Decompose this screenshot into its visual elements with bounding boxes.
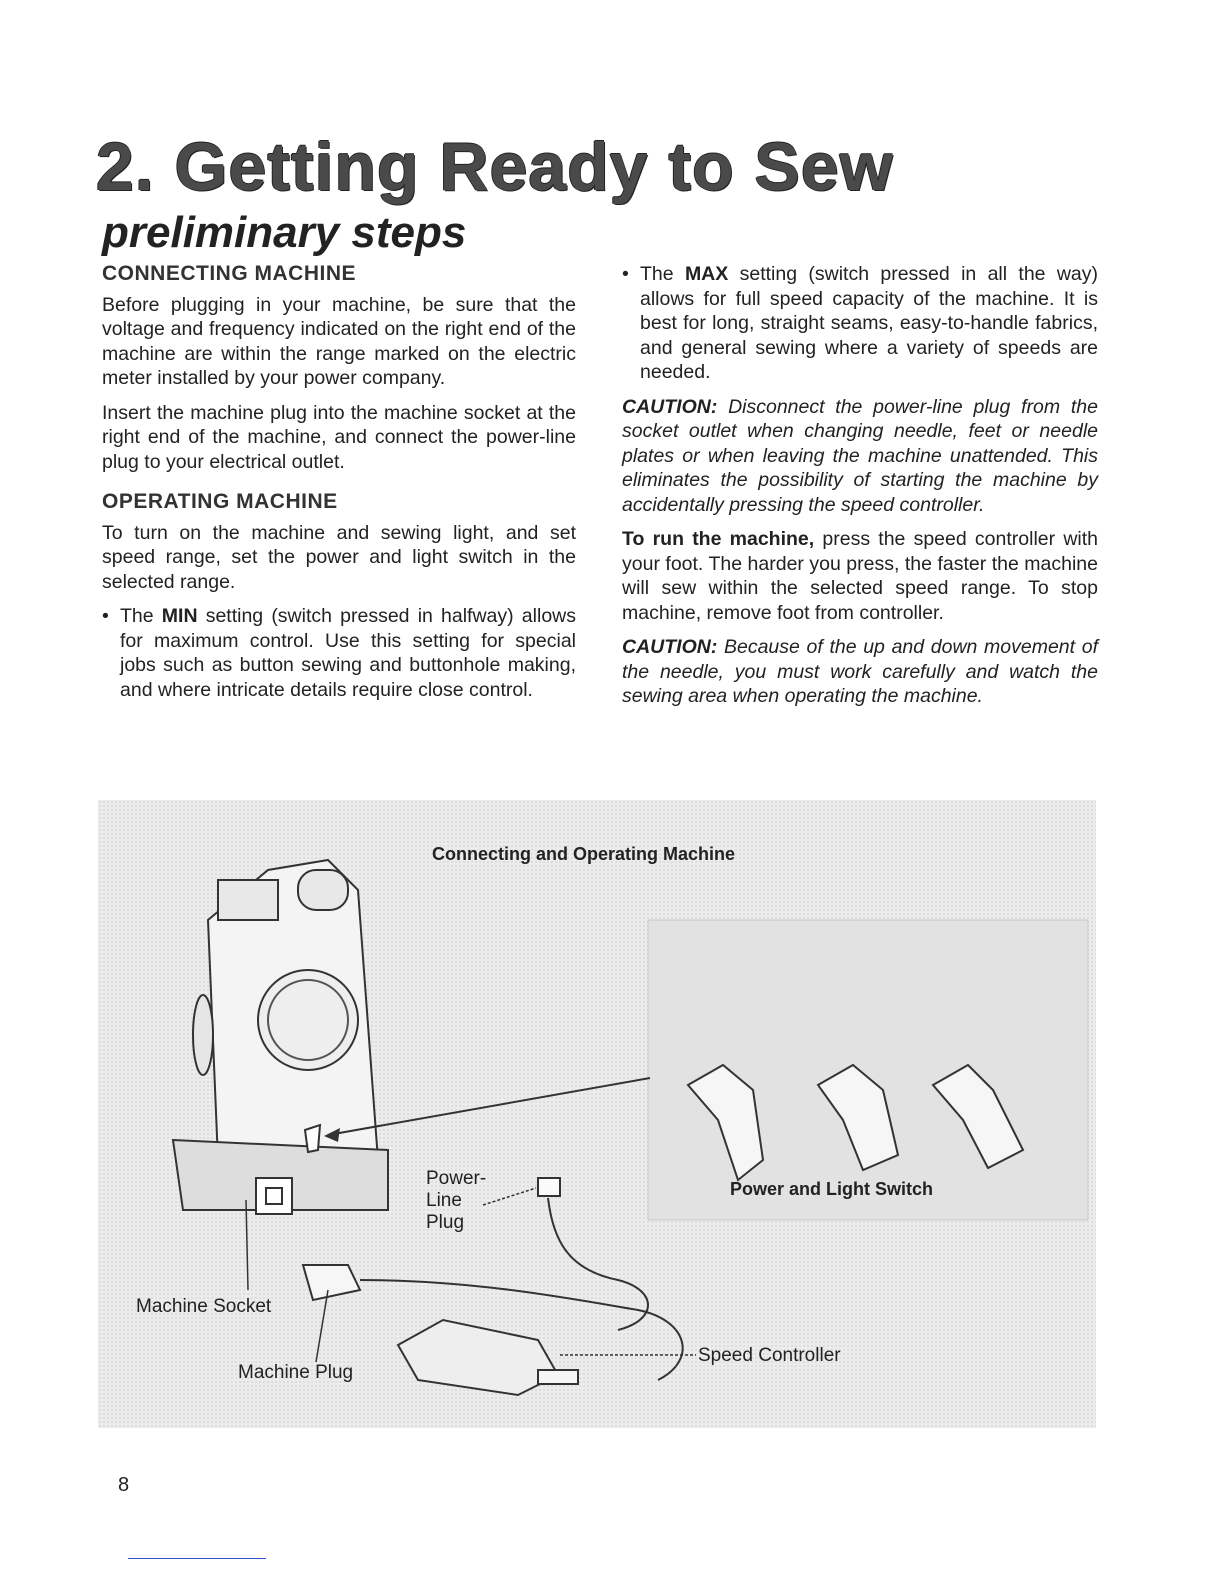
socket-pointer [246, 1200, 248, 1290]
speed-controller-icon [398, 1320, 578, 1395]
page-number: 8 [118, 1474, 130, 1496]
run-text: press the speed controller with your foot. The harder you press, the faster the machine will sew within the selected speed range. To stop machine, remove foot from controller. [622, 528, 1098, 624]
connecting-figure [98, 800, 1096, 1428]
sewing-machine-icon [173, 860, 388, 1214]
bullet-icon: • [622, 263, 629, 285]
min-pre: The [120, 605, 162, 627]
caution-1-text: Disconnect the power-line plug from the socket outlet when changing needle, feet or needle plates or when leaving the machine unattended. This eliminates the possibility of starting the machine by accidentally pressing the speed controller. [622, 395, 1098, 516]
machine-plug-label: Machine Plug [238, 1362, 354, 1383]
page-title: 2. Getting Ready to Sew [96, 129, 894, 205]
plug-label-line-1: Power- [426, 1168, 487, 1189]
max-pre: The [640, 263, 685, 285]
bullet-icon: • [102, 605, 109, 627]
connecting-heading: CONNECTING MACHINE [102, 262, 356, 285]
caution-2 [622, 635, 1098, 709]
power-line-plug-label [426, 1168, 486, 1234]
operating-heading: OPERATING MACHINE [102, 490, 338, 513]
run-machine-para [622, 527, 1098, 625]
run-bold: To run the machine, [622, 528, 815, 550]
max-setting-bullet [622, 262, 1098, 385]
power-switch-label: Power and Light Switch [730, 1179, 934, 1199]
plug-label-line-2: Line [426, 1190, 462, 1211]
min-keyword: MIN [161, 605, 198, 627]
min-setting-bullet [102, 604, 576, 702]
left-column [102, 262, 576, 712]
figure-title: Connecting and Operating Machine [432, 844, 736, 864]
footer-rule [128, 1558, 266, 1559]
caution-1 [622, 395, 1098, 518]
plug-pointer [483, 1188, 536, 1205]
min-text: setting (switch pressed in halfway) allows for maximum control. Use this setting for special jobs such as button sewing and buttonhole making, and where intricate details require close control. [120, 605, 576, 701]
page-subtitle: preliminary steps [102, 208, 467, 257]
power-line-plug-icon [538, 1178, 648, 1330]
speed-controller-label: Speed Controller [698, 1345, 841, 1366]
connecting-para-2: Insert the machine plug into the machine socket at the right end of the machine, and connect the power-line plug to your electrical outlet. [102, 401, 576, 473]
switch-arrow [328, 1078, 650, 1135]
machine-socket-label: Machine Socket [136, 1296, 272, 1317]
machine-plug-pointer [316, 1290, 328, 1362]
caution-2-label: CAUTION: [622, 636, 718, 658]
caution-1-label: CAUTION: [622, 395, 718, 418]
max-text: setting (switch pressed in all the way) allows for full speed capacity of the machine. It is best for long, straight seams, easy-to-handle fabrics, and general sewing where a variety of speeds are needed. [640, 263, 1098, 383]
machine-illustration [98, 800, 1096, 1428]
max-keyword: MAX [684, 263, 729, 285]
right-column [622, 262, 1098, 719]
caution-2-text: Because of the up and down movement of the needle, you must work carefully and watch the sewing area when operating the machine. [622, 636, 1098, 707]
plug-label-line-3: Plug [426, 1212, 465, 1233]
connecting-para-1: Before plugging in your machine, be sure that the voltage and frequency indicated on the right end of the machine are within the range marked on the electric meter installed by your power company. [102, 293, 576, 389]
operating-para-1: To turn on the machine and sewing light, and set speed range, set the power and light switch in the selected range. [102, 521, 576, 593]
